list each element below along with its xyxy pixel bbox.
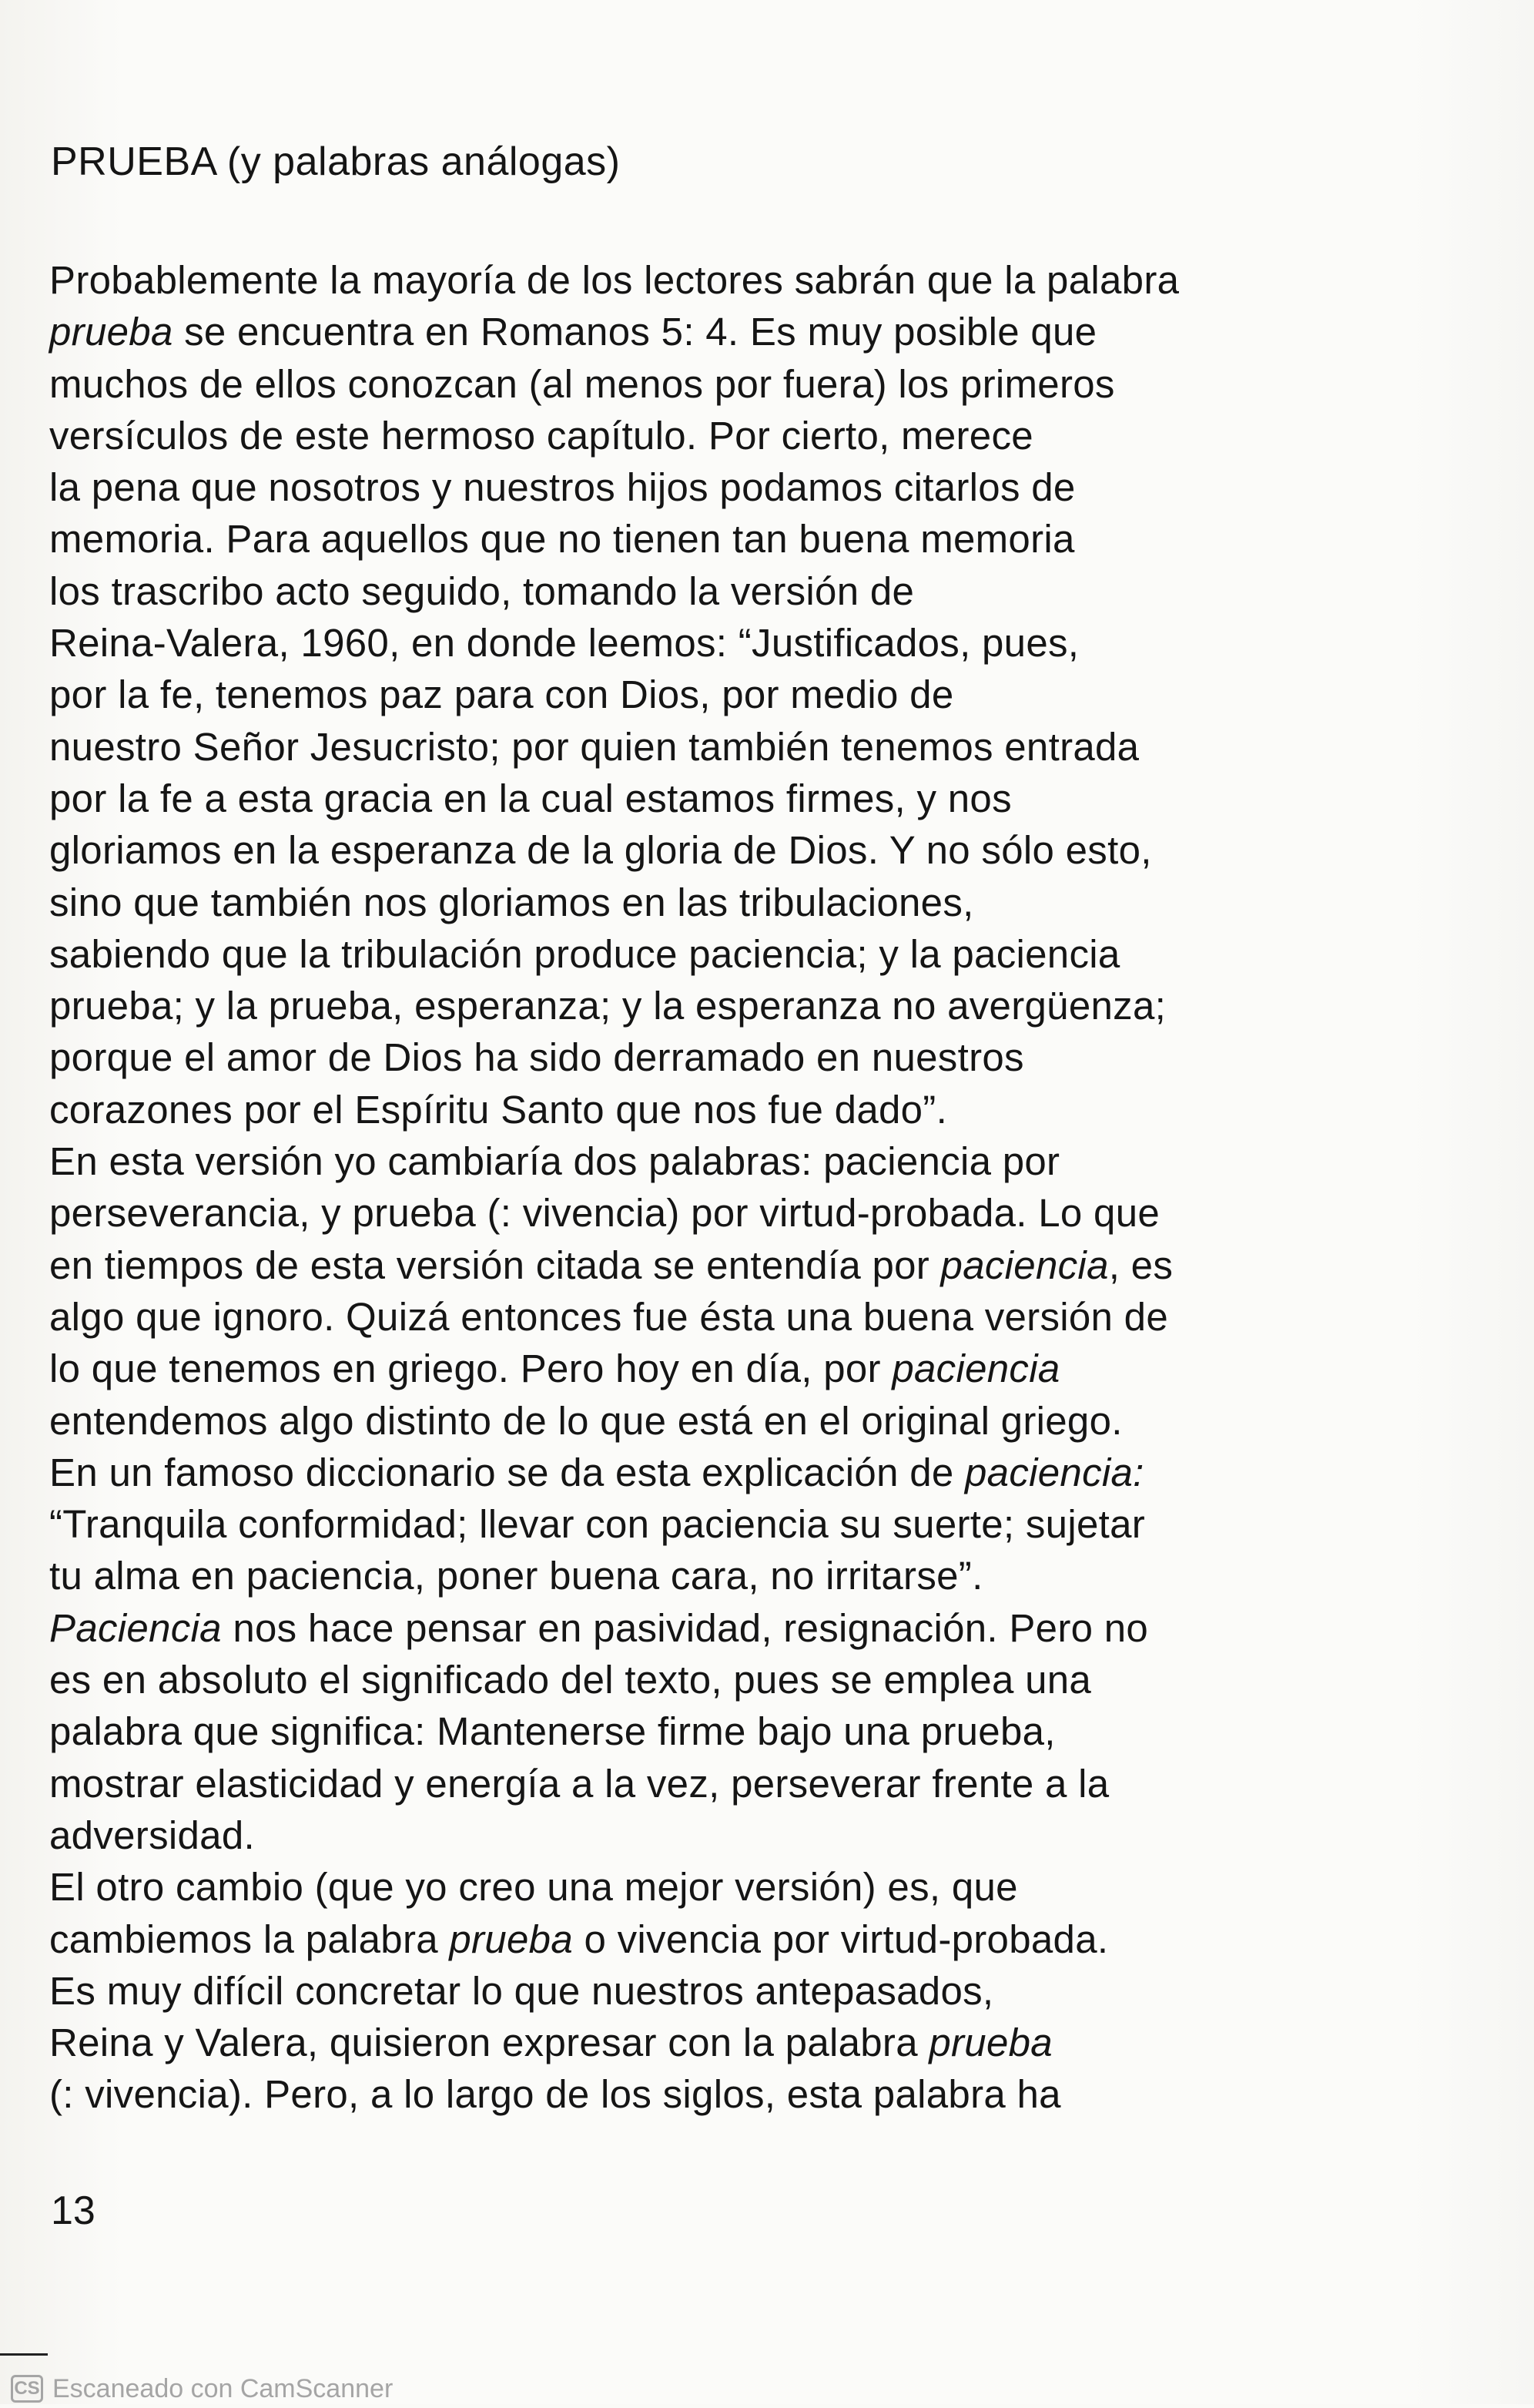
text-line: [49, 1654, 1420, 1705]
text-line: [49, 1291, 1420, 1343]
text-segment: la pena que nosotros y nuestros hijos podamos citarlos de: [49, 465, 1076, 510]
text-segment: , es: [1108, 1243, 1174, 1287]
text-line: [49, 1498, 1420, 1550]
text-segment: los trascribo acto seguido, tomando la versión de: [49, 568, 915, 613]
text-segment: En un famoso diccionario se da esta explicación de: [49, 1450, 965, 1494]
text-segment: En esta versión yo cambiaría dos palabras: paciencia por: [49, 1139, 1060, 1184]
text-segment: en tiempos de esta versión citada se entendía por: [49, 1243, 941, 1287]
text-segment: algo que ignoro. Quizá entonces fue ésta una buena versión de: [49, 1294, 1168, 1339]
text-line: [49, 2017, 1420, 2068]
text-line: [49, 1861, 1420, 1913]
text-line: [49, 669, 1420, 720]
footer-rule: [0, 2353, 48, 2356]
text-segment: o vivencia por virtud-probada.: [573, 1917, 1109, 1961]
text-line: [49, 824, 1420, 876]
italic-term: prueba: [449, 1917, 573, 1961]
italic-term: Paciencia: [49, 1605, 222, 1650]
italic-term: paciencia: [892, 1347, 1060, 1391]
text-line: [49, 980, 1420, 1031]
text-segment: memoria. Para aquellos que no tienen tan buena memoria: [49, 517, 1075, 562]
text-line: [49, 410, 1420, 461]
text-segment: es en absoluto el significado del texto, pues se emplea una: [49, 1658, 1092, 1702]
text-line: [49, 1705, 1420, 1757]
text-line: [49, 1239, 1420, 1291]
text-line: [49, 2068, 1420, 2120]
text-segment: gloriamos en la esperanza de la gloria de Dios. Y no sólo esto,: [49, 828, 1152, 873]
section-heading: PRUEBA (y palabras análogas): [51, 139, 621, 184]
text-line: [49, 1809, 1420, 1861]
text-line: [49, 1447, 1420, 1498]
text-segment: Reina-Valera, 1960, en donde leemos: “Justificados, pues,: [49, 621, 1080, 666]
body-text: [49, 254, 1420, 2121]
page-number: 13: [51, 2188, 95, 2233]
italic-term: prueba: [929, 2021, 1053, 2065]
text-line: [49, 1135, 1420, 1187]
text-line: [49, 1187, 1420, 1239]
text-line: [49, 877, 1420, 928]
italic-term: prueba: [49, 310, 173, 354]
text-line: [49, 1913, 1420, 1965]
text-segment: palabra que significa: Mantenerse firme bajo una prueba,: [49, 1709, 1056, 1754]
text-segment: Es muy difícil concretar lo que nuestros antepasados,: [49, 1968, 994, 2013]
text-line: [49, 513, 1420, 565]
scanner-watermark: [11, 2369, 393, 2408]
scanner-label: Escaneado con CamScanner: [52, 2373, 394, 2403]
text-segment: se encuentra en Romanos 5: 4. Es muy posible que: [172, 310, 1097, 354]
text-line: [49, 358, 1420, 410]
text-line: [49, 306, 1420, 357]
text-segment: mostrar elasticidad y energía a la vez, perseverar frente a la: [49, 1761, 1110, 1806]
text-line: [49, 254, 1420, 306]
text-segment: por la fe, tenemos paz para con Dios, por medio de: [49, 672, 954, 717]
text-segment: versículos de este hermoso capítulo. Por cierto, merece: [49, 413, 1033, 458]
text-segment: sino que también nos gloriamos en las tribulaciones,: [49, 880, 974, 924]
text-segment: entendemos algo distinto de lo que está en el original griego.: [49, 1398, 1123, 1443]
text-segment: muchos de ellos conozcan (al menos por fuera) los primeros: [49, 361, 1115, 406]
camscanner-logo-icon: CS: [11, 2375, 43, 2403]
italic-term: paciencia:: [965, 1450, 1144, 1494]
text-line: [49, 565, 1420, 617]
text-segment: prueba; y la prueba, esperanza; y la esperanza no avergüenza;: [49, 984, 1167, 1028]
text-segment: lo que tenemos en griego. Pero hoy en día, por: [49, 1347, 893, 1391]
text-line: [49, 1343, 1420, 1394]
text-line: [49, 1395, 1420, 1447]
text-segment: nos hace pensar en pasividad, resignación. Pero no: [221, 1605, 1149, 1650]
text-segment: Reina y Valera, quisieron expresar con la palabra: [49, 2021, 929, 2065]
text-segment: Probablemente la mayoría de los lectores sabrán que la palabra: [49, 258, 1180, 302]
text-line: [49, 617, 1420, 669]
text-line: [49, 928, 1420, 980]
text-segment: porque el amor de Dios ha sido derramado en nuestros: [49, 1035, 1024, 1080]
text-line: [49, 1758, 1420, 1809]
text-segment: “Tranquila conformidad; llevar con paciencia su suerte; sujetar: [49, 1502, 1146, 1547]
text-segment: nuestro Señor Jesucristo; por quien también tenemos entrada: [49, 724, 1140, 769]
text-segment: adversidad.: [49, 1813, 255, 1857]
text-line: [49, 773, 1420, 824]
text-segment: (: vivencia). Pero, a lo largo de los siglos, esta palabra ha: [49, 2072, 1061, 2117]
text-line: [49, 1031, 1420, 1083]
text-segment: cambiemos la palabra: [49, 1917, 450, 1961]
text-segment: por la fe a esta gracia en la cual estamos firmes, y nos: [49, 776, 1012, 820]
text-segment: perseverancia, y prueba (: vivencia) por virtud-probada. Lo que: [49, 1191, 1161, 1236]
text-segment: El otro cambio (que yo creo una mejor versión) es, que: [49, 1865, 1018, 1910]
text-line: [49, 1550, 1420, 1601]
text-line: [49, 721, 1420, 773]
text-line: [49, 1965, 1420, 2017]
text-segment: tu alma en paciencia, poner buena cara, no irritarse”.: [49, 1554, 983, 1598]
text-segment: corazones por el Espíritu Santo que nos fue dado”.: [49, 1087, 948, 1132]
text-segment: sabiendo que la tribulación produce paciencia; y la paciencia: [49, 931, 1120, 976]
text-line: [49, 1084, 1420, 1135]
text-line: [49, 461, 1420, 513]
italic-term: paciencia: [940, 1243, 1109, 1287]
text-line: [49, 1602, 1420, 1654]
